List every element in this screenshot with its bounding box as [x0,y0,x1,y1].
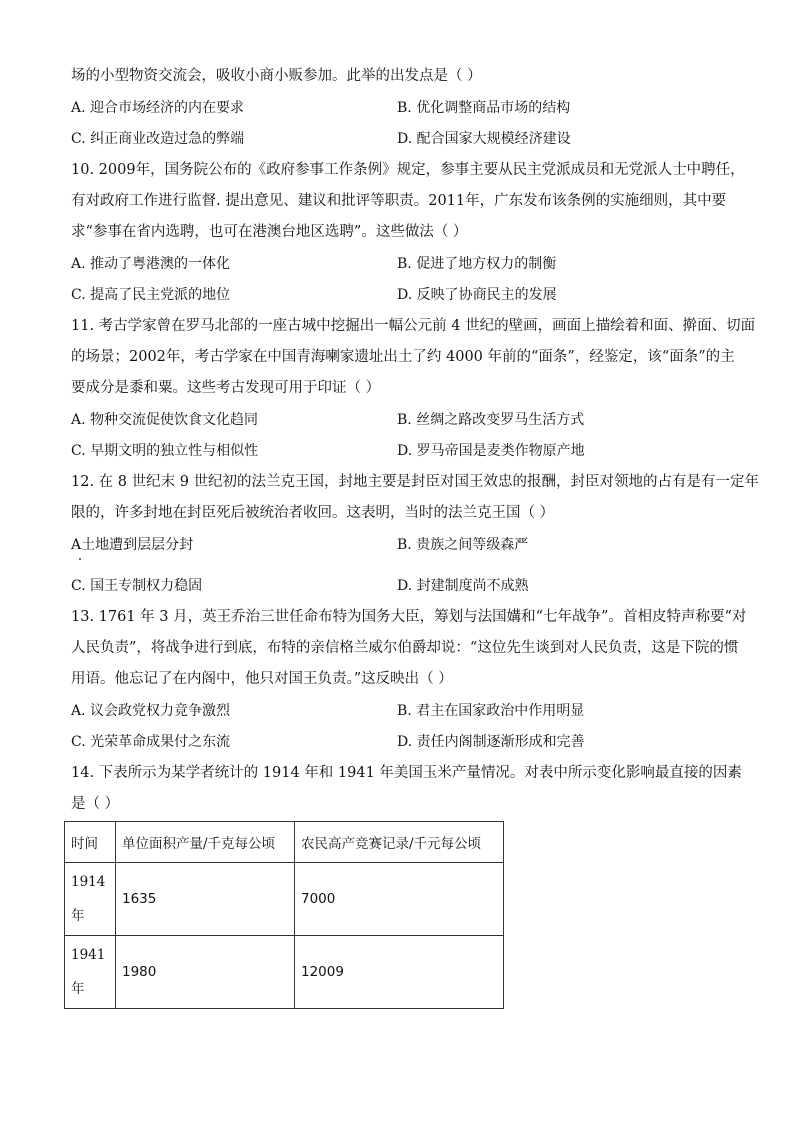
q9-option-a: A. 迎合市场经济的内在要求 [71,100,245,116]
q10-stem-line3: 求“参事在省内选聘，也可在港澳台地区选聘”。这些做法（ ） [71,224,468,240]
q11-stem-line2: 的场景；2002年，考古学家在中国青海喇家遗址出土了约 4000 年前的“面条”，经鉴定，该“面条”的主 [71,349,735,365]
q10-stem-line2: 有对政府工作进行监督. 提出意见、建议和批评等职责。2011年，广东发布该条例的实施细则，其中要 [71,193,727,209]
table-cell-year [65,863,116,936]
q13-option-a: A. 议会政党权力竞争激烈 [71,703,231,719]
q11-option-a: A. 物种交流促使饮食文化趋同 [71,412,259,428]
stray-dot [79,558,81,560]
year-suffix: 年 [71,908,85,924]
q9-option-c: C. 纠正商业改造过急的弊端 [71,131,245,147]
q10-option-c: C. 提高了民主党派的地位 [71,287,231,303]
table-cell-yield: 1635 [116,863,295,936]
q12-option-d: D. 封建制度尚不成熟 [397,578,529,594]
table-cell-year [65,936,116,1009]
q11-stem-line1: 11. 考古学家曾在罗马北部的一座古城中挖掘出一幅公元前 4 世纪的壁画，画面上描绘着和面、擀面、切面 [71,318,756,334]
table-header-record: 农民高产竞赛记录/千元每公顷 [295,822,504,863]
q14-stem-line1: 14. 下表所示为某学者统计的 1914 年和 1941 年美国玉米产量情况。对表中所示变化影响最直接的因素 [71,765,742,781]
table-cell-yield: 1980 [116,936,295,1009]
q14-stem-line2: 是（ ） [71,796,120,812]
year-value: 1914 [71,874,106,890]
table-cell-record: 12009 [295,936,504,1009]
q10-option-b: B. 促进了地方权力的制衡 [397,256,557,272]
q11-option-c: C. 早期文明的独立性与相似性 [71,443,259,459]
q10-option-a: A. 推动了粤港澳的一体化 [71,256,231,272]
q12-option-c: C. 国王专制权力稳固 [71,578,203,594]
q13-option-b: B. 君主在国家政治中作用明显 [397,703,585,719]
table-row [65,936,504,1009]
q9-stem-tail: 场的小型物资交流会，吸收小商小贩参加。此举的出发点是（ ） [71,68,482,84]
q12-option-b: B. 贵族之间等级森严 [397,537,529,553]
table-row [65,863,504,936]
table-header-yield: 单位面积产量/千克每公顷 [116,822,295,863]
q13-stem-line1: 13. 1761 年 3 月，英王乔治三世任命布特为国务大臣，筹划与法国媾和“七年战争”。首相皮特声称要“对 [71,609,747,625]
q13-stem-line3: 用语。他忘记了在内阁中，他只对国王负责。”这反映出（ ） [71,671,453,687]
year-value: 1941 [71,947,106,963]
q11-option-b: B. 丝绸之路改变罗马生活方式 [397,412,585,428]
q12-stem-line1: 12. 在 8 世纪末 9 世纪初的法兰克王国，封地主要是封臣对国王效忠的报酬，封臣对领地的占有是有一定年 [71,474,760,490]
q13-option-d: D. 责任内阁制逐渐形成和完善 [397,734,585,750]
q12-option-a: A土地遭到层层分封 [71,537,194,553]
table-cell-record: 7000 [295,863,504,936]
q13-option-c: C. 光荣革命成果付之东流 [71,734,231,750]
q12-stem-line2: 限的，许多封地在封臣死后被统治者收回。这表明，当时的法兰克王国（ ） [71,505,555,521]
q10-option-d: D. 反映了协商民主的发展 [397,287,557,303]
q9-option-b: B. 优化调整商品市场的结构 [397,100,571,116]
q11-stem-line3: 要成分是黍和粟。这些考古发现可用于印证（ ） [71,380,381,396]
corn-yield-table [64,821,504,1009]
q9-option-d: D. 配合国家大规模经济建设 [397,131,571,147]
table-header-row [65,822,504,863]
q13-stem-line2: 人民负责”，将战争进行到底，布特的亲信格兰威尔伯爵却说：“这位先生谈到对人民负责，这是下院的惯 [71,640,739,656]
year-suffix: 年 [71,981,85,997]
table-header-time: 时间 [65,822,116,863]
q10-stem-line1: 10. 2009年，国务院公布的《政府参事工作条例》规定，参事主要从民主党派成员和无党派人士中聘任， [71,162,745,178]
q11-option-d: D. 罗马帝国是麦类作物原产地 [397,443,585,459]
